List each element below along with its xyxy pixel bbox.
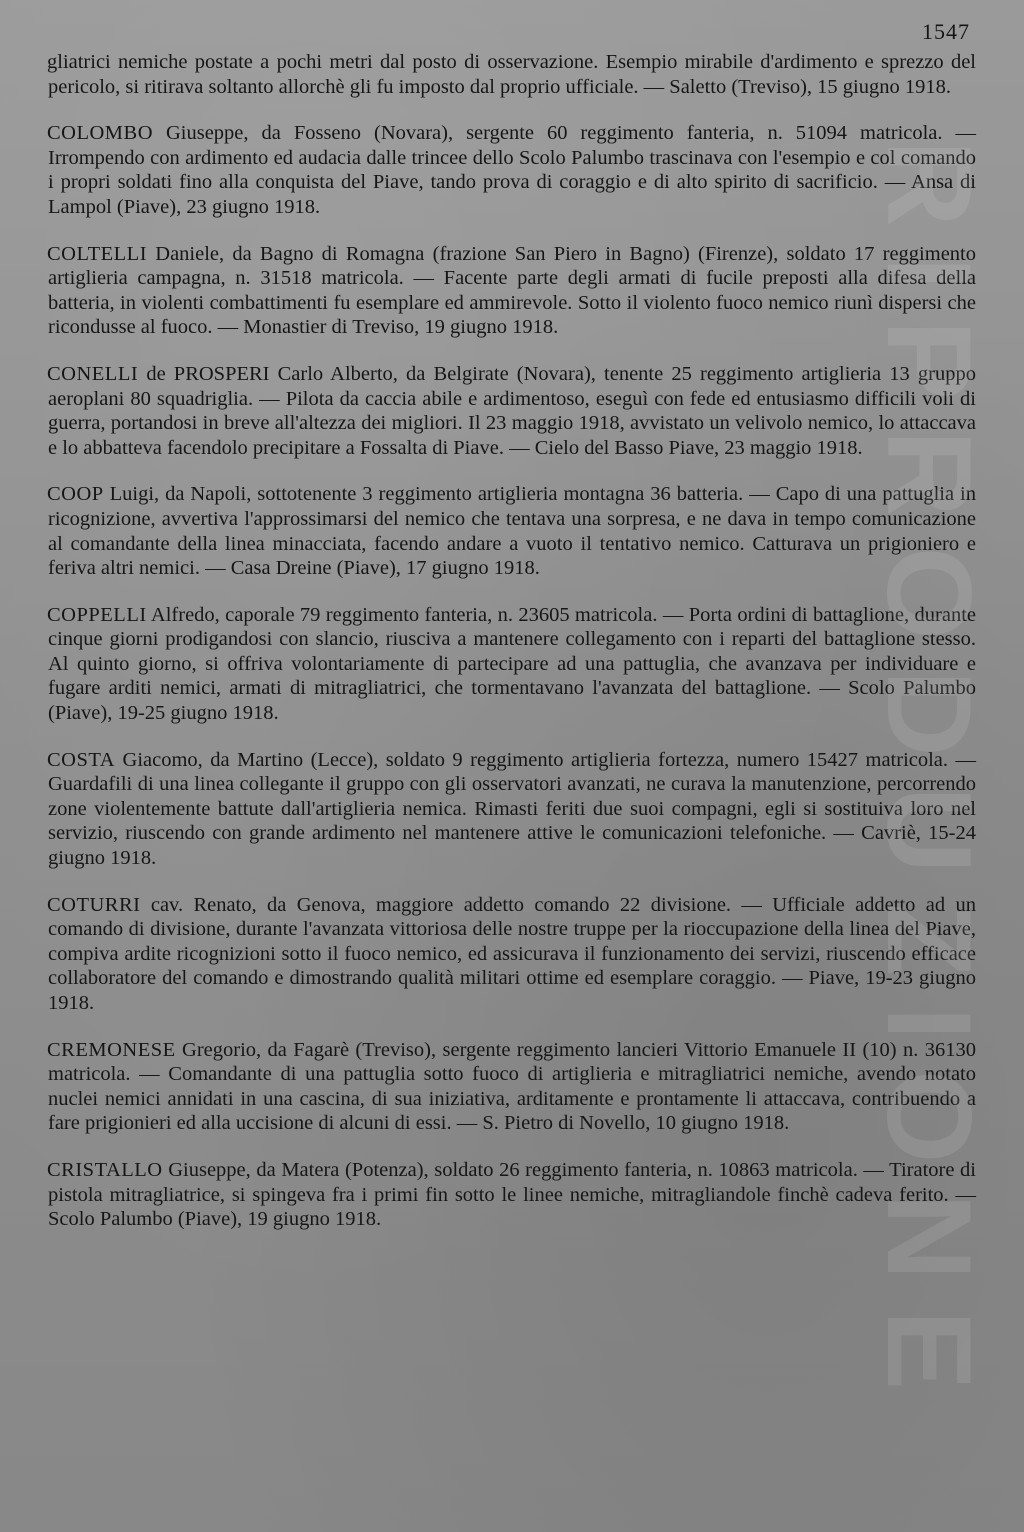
entry-text: Alfredo, caporale 79 reggimento fanteria, n. 23605 matricola. — Porta ordini di battaglione, durante cinque giorni prodigandosi con slancio, riusciva a mantenere collegamento con i reparti del battaglione stesso. Al quinto giorno, si offriva volontariamente di partecipare ad una pattuglia, che avanzava per individuare e fugare arditi nemici, armati di mitragliatrici, che tormentavano l'avanzata del battaglione. — Scolo Palumbo (Piave), 19-25 giugno 1918. <box>48 603 976 725</box>
entry-text: Daniele, da Bagno di Romagna (frazione San Piero in Bagno) (Firenze), soldato 17 reggimento artiglieria campagna, n. 31518 matricola. — Facente parte degli armati di fucile preposti alla difesa della batteria, in violenti combattimenti fu esemplare ed ammirevole. Sotto il violento fuoco nemico riunì dispersi che ricondusse al fuoco. — Monastier di Treviso, 19 giugno 1918. <box>48 242 976 339</box>
entry-continuation <box>48 50 976 99</box>
entry-text: Giuseppe, da Matera (Potenza), soldato 26 reggimento fanteria, n. 10863 matricola. — Tiratore di pistola mitragliatrice, si spingeva fra i primi fin sotto le linee nemiche, mitragliandole finchè cadeva ferito. — Scolo Palumbo (Piave), 19 giugno 1918. <box>48 1158 976 1231</box>
entry-surname: CRISTALLO <box>47 1158 163 1181</box>
entry-text: Giacomo, da Martino (Lecce), soldato 9 reggimento artiglieria fortezza, numero 15427 matricola. — Guardafili di una linea collegante il gruppo con gli osservatori avanzati, ne curava la manutenzione, percorrendo zone violentemente battute dall'artiglieria nemica. Rimasti feriti due suoi compagni, egli si sostituiva loro nel servizio, riuscendo con grande ardimento nel mantenere attive le comunicazioni telefoniche. — Cavriè, 15-24 giugno 1918. <box>48 748 976 870</box>
entry-text: Gregorio, da Fagarè (Treviso), sergente reggimento lancieri Vittorio Emanuele II (10) n. 36130 matricola. — Comandante di una pattuglia sotto fuoco di artiglieria e mitragliatrici nemiche, avendo notato nuclei nemici annidati in una cascina, di sua iniziativa, arditamente e prontamente li attaccava, contribuendo a fare prigionieri ed alla uccisione di alcuni di essi. — S. Pietro di Novello, 10 giugno 1918. <box>48 1038 976 1135</box>
entry-coltelli <box>48 242 976 340</box>
entry-text: Giuseppe, da Fosseno (Novara), sergente 60 reggimento fanteria, n. 51094 matricola. — Irrompendo con ardimento ed audacia dalle trincee dello Scolo Palumbo trascinava con l'esempio e col comando i propri soldati fino alla conquista del Piave, tando prova di coraggio e di alto spirito di sacrificio. — Ansa di Lampol (Piave), 23 giugno 1918. <box>48 122 976 218</box>
entry-coppelli <box>48 603 976 726</box>
entry-text: gliatrici nemiche postate a pochi metri dal posto di osservazione. Esempio mirabile d'ardimento e sprezzo del pericolo, si ritirava soltanto allorchè gli fu imposto dal proprio ufficiale. — Saletto (Treviso), 15 giugno 1918. <box>47 51 976 98</box>
entry-surname: CONELLI <box>47 362 139 385</box>
page-number: 1547 <box>922 19 970 44</box>
entry-costa <box>48 748 976 871</box>
entry-text: Luigi, da Napoli, sottotenente 3 reggimento artiglieria montagna 36 batteria. — Capo di una pattuglia in ricognizione, avvertiva l'approssimarsi del nemico che tentava una sorpresa, e ne dava in tempo comunicazione al comandante della linea minacciata, facendo andare a vuoto il tentativo nemico. Catturava un prigioniero e feriva altri nemici. — Casa Dreine (Piave), 17 giugno 1918. <box>48 483 976 580</box>
entry-surname: COSTA <box>47 748 116 771</box>
entry-surname: COPPELLI <box>47 603 147 626</box>
entry-cristallo <box>48 1158 976 1232</box>
entry-colombo <box>48 121 976 219</box>
watermark-text: RIPRODUZIONE <box>862 139 997 1421</box>
entry-surname: COLOMBO <box>47 122 154 145</box>
entry-surname: COOP <box>47 483 104 506</box>
entry-cremonese <box>48 1038 976 1136</box>
entry-conelli <box>48 362 976 460</box>
entry-surname: CREMONESE <box>47 1038 176 1061</box>
entry-surname: COLTELLI <box>47 242 148 265</box>
entry-coop <box>48 482 976 580</box>
entry-text: de PROSPERI Carlo Alberto, da Belgirate (Novara), tenente 25 reggimento artiglieria 13 gruppo aeroplani 80 squadriglia. — Pilota da caccia abile e ardimentoso, eseguì con fede ed entusiasmo difficili voli di guerra, portandosi in breve all'altezza dei migliori. Il 23 maggio 1918, avvistato un velivolo nemico, lo attaccava e lo abbatteva facendolo precipitare a Fossalta di Piave. — Cielo del Basso Piave, 23 maggio 1918. <box>48 362 976 459</box>
entry-coturri <box>48 893 976 1016</box>
entry-text: cav. Renato, da Genova, maggiore addetto comando 22 divisione. — Ufficiale addetto ad un comando di divisione, durante l'avanzata vittoriosa delle nostre truppe per la rioccupazione della linea del Piave, compiva ardite ricognizioni sotto il fuoco nemico, ed assicurava il funzionamento dei servizi, riuscendo efficace collaboratore del comando e dimostrando qualità militari ottime ed esemplare coraggio. — Piave, 19-23 giugno 1918. <box>48 893 976 1014</box>
entry-surname: COTURRI <box>47 893 141 916</box>
